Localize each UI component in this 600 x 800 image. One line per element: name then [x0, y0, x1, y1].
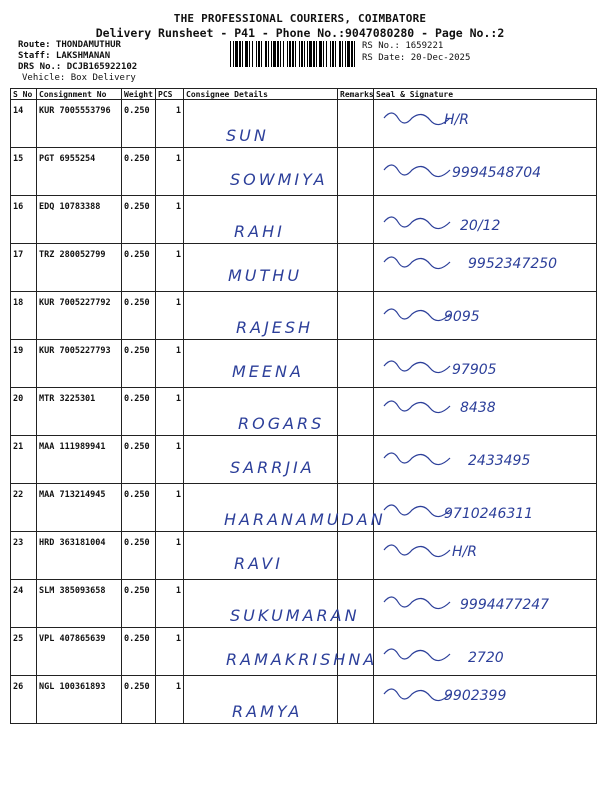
- cell-seal-signature: [374, 244, 597, 292]
- cell-seal-signature: [374, 148, 597, 196]
- cell-consignment: KUR 7005553796: [37, 100, 122, 148]
- cell-weight: 0.250: [122, 628, 156, 676]
- seal-handwriting: 2720: [468, 650, 504, 666]
- table-row: [11, 148, 597, 196]
- cell-sno: 26: [11, 676, 37, 724]
- table-row: [11, 676, 597, 724]
- seal-handwriting: 9994477247: [460, 597, 550, 613]
- cell-consignment: PGT 6955254: [37, 148, 122, 196]
- signature-scribble: [376, 628, 466, 668]
- cell-weight: 0.250: [122, 532, 156, 580]
- cell-remarks: [338, 436, 374, 484]
- cell-seal-signature: [374, 484, 597, 532]
- cell-weight: 0.250: [122, 340, 156, 388]
- consignee-handwriting: RAJESH: [236, 318, 314, 337]
- cell-remarks: [338, 244, 374, 292]
- table-row: [11, 292, 597, 340]
- col-consignee: Consignee Details: [184, 89, 338, 100]
- cell-seal-signature: [374, 196, 597, 244]
- cell-seal-signature: [374, 580, 597, 628]
- cell-sno: 14: [11, 100, 37, 148]
- cell-pcs: 1: [156, 580, 184, 628]
- col-consignment: Consignment No: [37, 89, 122, 100]
- cell-weight: 0.250: [122, 436, 156, 484]
- cell-consignment: EDQ 10783388: [37, 196, 122, 244]
- signature-scribble: [376, 196, 466, 236]
- cell-consignee: [184, 580, 360, 628]
- cell-pcs: 1: [156, 244, 184, 292]
- table-row: [11, 100, 597, 148]
- seal-handwriting: 9994548704: [452, 165, 542, 181]
- signature-scribble: [376, 580, 466, 620]
- cell-seal-signature: [374, 292, 597, 340]
- cell-pcs: 1: [156, 676, 184, 724]
- cell-pcs: 1: [156, 436, 184, 484]
- cell-pcs: 1: [156, 148, 184, 196]
- cell-consignee: [184, 532, 338, 580]
- cell-weight: 0.250: [122, 580, 156, 628]
- consignee-handwriting: MUTHU: [228, 266, 303, 285]
- cell-sno: 15: [11, 148, 37, 196]
- cell-remarks: [338, 196, 374, 244]
- cell-consignee: [184, 388, 338, 436]
- cell-seal-signature: [374, 388, 597, 436]
- cell-sno: 22: [11, 484, 37, 532]
- consignee-handwriting: RAHI: [234, 222, 285, 241]
- cell-consignment: TRZ 280052799: [37, 244, 122, 292]
- cell-remarks: [338, 676, 374, 724]
- cell-sno: 17: [11, 244, 37, 292]
- cell-remarks: [338, 292, 374, 340]
- cell-consignment: NGL 100361893: [37, 676, 122, 724]
- cell-remarks: [338, 100, 374, 148]
- runsheet-table: [10, 88, 597, 724]
- cell-consignment: VPL 407865639: [37, 628, 122, 676]
- cell-weight: 0.250: [122, 484, 156, 532]
- cell-seal-signature: [374, 436, 597, 484]
- cell-sno: 21: [11, 436, 37, 484]
- cell-weight: 0.250: [122, 100, 156, 148]
- cell-sno: 18: [11, 292, 37, 340]
- cell-consignee: [184, 676, 338, 724]
- consignee-handwriting: ROGARS: [238, 414, 325, 433]
- cell-consignee: [184, 340, 338, 388]
- cell-seal-signature: [374, 100, 597, 148]
- cell-consignment: MAA 111989941: [37, 436, 122, 484]
- cell-sno: 25: [11, 628, 37, 676]
- cell-sno: 23: [11, 532, 37, 580]
- seal-handwriting: 9710246311: [444, 506, 534, 522]
- cell-sno: 19: [11, 340, 37, 388]
- runsheet-subtitle: Delivery Runsheet - P41 - Phone No.:9047080280 - Page No.:2: [95, 26, 505, 40]
- cell-sno: 24: [11, 580, 37, 628]
- cell-pcs: 1: [156, 292, 184, 340]
- col-remarks: Remarks: [338, 89, 374, 100]
- cell-weight: 0.250: [122, 292, 156, 340]
- table-row: [11, 388, 597, 436]
- vehicle-label: Vehicle: Box Delivery: [22, 73, 136, 83]
- cell-pcs: 1: [156, 196, 184, 244]
- consignee-handwriting: RAMYA: [232, 702, 303, 721]
- table-row: [11, 580, 597, 628]
- cell-pcs: 1: [156, 532, 184, 580]
- cell-pcs: 1: [156, 484, 184, 532]
- col-weight: Weight: [122, 89, 156, 100]
- cell-weight: 0.250: [122, 244, 156, 292]
- consignee-handwriting: SUN: [226, 126, 269, 145]
- route-label: Route: THONDAMUTHUR: [18, 40, 121, 50]
- table-header-row: [11, 89, 597, 100]
- seal-handwriting: 9902399: [444, 688, 507, 704]
- cell-sno: 20: [11, 388, 37, 436]
- consignee-handwriting: SUKUMARAN: [230, 606, 360, 625]
- cell-consignee: [184, 436, 338, 484]
- seal-handwriting: H/R: [444, 112, 469, 128]
- consignee-handwriting: SARRJIA: [230, 458, 315, 477]
- cell-seal-signature: [374, 532, 597, 580]
- seal-handwriting: 20/12: [460, 218, 501, 234]
- seal-handwriting: 9952347250: [468, 256, 558, 272]
- cell-weight: 0.250: [122, 676, 156, 724]
- cell-remarks: [338, 532, 374, 580]
- table-row: [11, 436, 597, 484]
- cell-consignee: [184, 244, 338, 292]
- seal-handwriting: 97905: [452, 362, 497, 378]
- cell-remarks: [338, 340, 374, 388]
- cell-weight: 0.250: [122, 388, 156, 436]
- cell-seal-signature: [374, 340, 597, 388]
- cell-consignee: [184, 196, 338, 244]
- cell-weight: 0.250: [122, 148, 156, 196]
- seal-handwriting: H/R: [452, 544, 477, 560]
- table-row: [11, 340, 597, 388]
- consignee-handwriting: HARANAMUDAN: [224, 510, 386, 529]
- cell-consignment: KUR 7005227793: [37, 340, 122, 388]
- col-sno: S No: [11, 89, 37, 100]
- rs-number: RS No.: 1659221: [362, 41, 444, 51]
- cell-pcs: 1: [156, 340, 184, 388]
- cell-remarks: [338, 388, 374, 436]
- table-row: [11, 628, 597, 676]
- col-pcs: PCS: [156, 89, 184, 100]
- cell-seal-signature: [374, 628, 597, 676]
- signature-scribble: [376, 388, 466, 428]
- cell-seal-signature: [374, 676, 597, 724]
- table-row: [11, 532, 597, 580]
- table-row: [11, 484, 597, 532]
- staff-label: Staff: LAKSHMANAN: [18, 51, 111, 61]
- seal-handwriting: 8438: [460, 400, 496, 416]
- cell-consignment: KUR 7005227792: [37, 292, 122, 340]
- signature-scribble: [376, 436, 466, 476]
- table-row: [11, 196, 597, 244]
- rs-date: RS Date: 20-Dec-2025: [362, 53, 471, 63]
- cell-consignment: MAA 713214945: [37, 484, 122, 532]
- cell-consignee: [184, 628, 378, 676]
- cell-consignment: SLM 385093658: [37, 580, 122, 628]
- cell-remarks: [338, 148, 374, 196]
- seal-handwriting: 2433495: [468, 453, 531, 469]
- cell-pcs: 1: [156, 100, 184, 148]
- company-title: THE PROFESSIONAL COURIERS, COIMBATORE: [173, 12, 427, 25]
- cell-consignment: HRD 363181004: [37, 532, 122, 580]
- barcode-icon: [230, 41, 357, 67]
- cell-weight: 0.250: [122, 196, 156, 244]
- cell-consignee: [184, 292, 338, 340]
- cell-pcs: 1: [156, 388, 184, 436]
- consignee-handwriting: SOWMIYA: [230, 170, 328, 189]
- col-seal: Seal & Signature: [374, 89, 597, 100]
- seal-handwriting: 9095: [444, 309, 480, 325]
- cell-sno: 16: [11, 196, 37, 244]
- drs-label: DRS No.: DCJB165922102: [18, 62, 138, 72]
- signature-scribble: [376, 244, 466, 284]
- table-row: [11, 244, 597, 292]
- cell-consignee: [184, 484, 386, 532]
- consignee-handwriting: MEENA: [232, 362, 304, 381]
- cell-consignee: [184, 100, 338, 148]
- consignee-handwriting: RAMAKRISHNA: [226, 650, 378, 669]
- cell-pcs: 1: [156, 628, 184, 676]
- consignee-handwriting: RAVI: [234, 554, 283, 573]
- cell-consignee: [184, 148, 338, 196]
- cell-consignment: MTR 3225301: [37, 388, 122, 436]
